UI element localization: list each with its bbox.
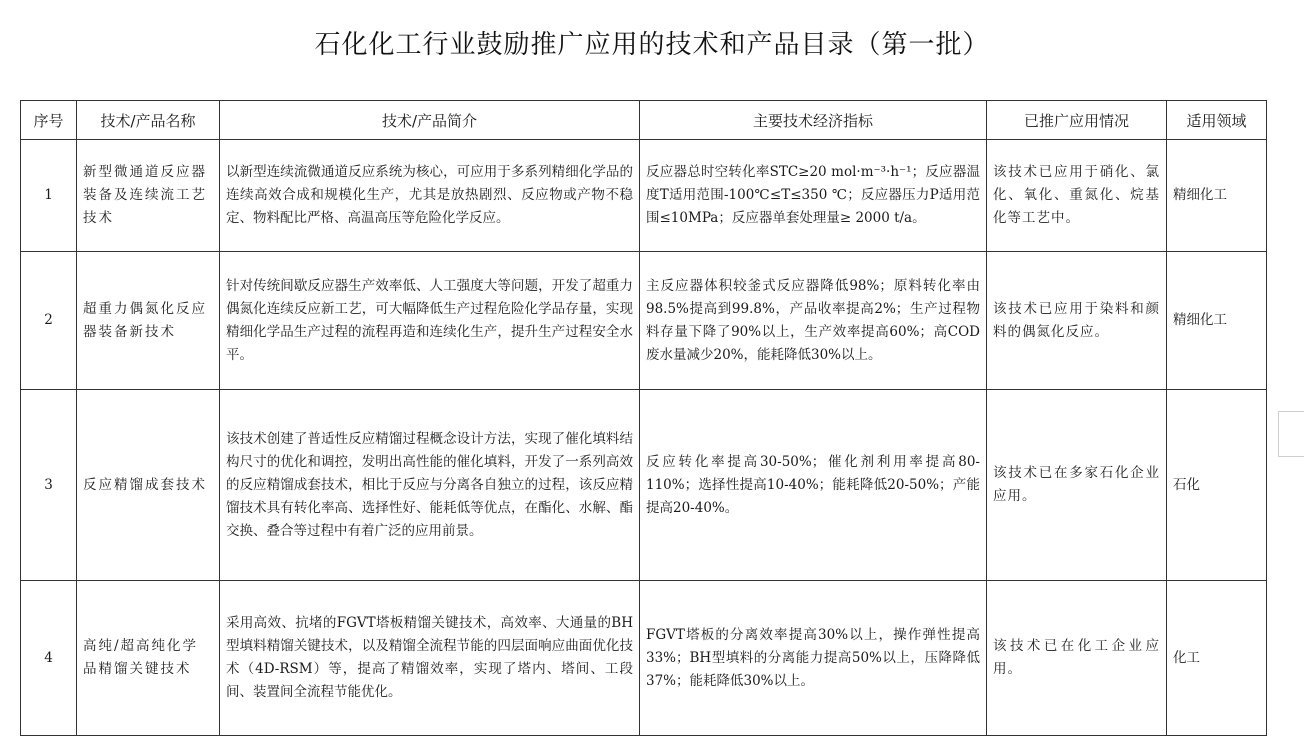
tech-intro: 采用高效、抗堵的FGVT塔板精馏关键技术，高效率、大通量的BH型填料精馏关键技术，以及精馏全流程节能的四层面响应曲面优化技术（4D-RSM）等，提高了精馏效率，实现了塔内、塔间、工段间、装置间全流程节能优化。 — [220, 581, 640, 736]
application-field: 化工 — [1167, 581, 1267, 736]
tech-name: 高纯/超高纯化学品精馏关键技术 — [77, 581, 220, 736]
table-header-row — [21, 101, 1267, 140]
table-row — [21, 252, 1267, 390]
application-status: 该技术已在化工企业应用。 — [987, 581, 1167, 736]
header-status: 已推广应用情况 — [987, 101, 1167, 140]
row-number: 4 — [21, 581, 77, 736]
application-field: 石化 — [1167, 390, 1267, 581]
tech-metrics: 反应转化率提高30-50%；催化剂利用率提高80-110%；选择性提高10-40%；能耗降低20-50%；产能提高20-40%。 — [640, 390, 987, 581]
application-status: 该技术已应用于染料和颜料的偶氮化反应。 — [987, 252, 1167, 390]
application-field: 精细化工 — [1167, 252, 1267, 390]
table-row — [21, 581, 1267, 736]
table-row — [21, 390, 1267, 581]
header-intro: 技术/产品简介 — [220, 101, 640, 140]
tech-metrics: 反应器总时空转化率STC≥20 mol·m⁻³·h⁻¹；反应器温度T适用范围-100℃≤T≤350 ℃；反应器压力P适用范围≤10MPa；反应器单套处理量≥ 2000 t/a。 — [640, 140, 987, 252]
tech-intro: 针对传统间歇反应器生产效率低、人工强度大等问题，开发了超重力偶氮化连续反应新工艺，可大幅降低生产过程危险化学品存量，实现精细化学品生产过程的流程再造和连续化生产，提升生产过程安全水平。 — [220, 252, 640, 390]
tech-name: 超重力偶氮化反应器装备新技术 — [77, 252, 220, 390]
row-number: 2 — [21, 252, 77, 390]
tech-metrics: FGVT塔板的分离效率提高30%以上，操作弹性提高33%；BH型填料的分离能力提高50%以上，压降降低37%；能耗降低30%以上。 — [640, 581, 987, 736]
tech-name: 反应精馏成套技术 — [77, 390, 220, 581]
tech-intro: 以新型连续流微通道反应系统为核心，可应用于多系列精细化学品的连续高效合成和规模化生产，尤其是放热剧烈、反应物或产物不稳定、物料配比严格、高温高压等危险化学反应。 — [220, 140, 640, 252]
tech-metrics: 主反应器体积较釜式反应器降低98%；原料转化率由98.5%提高到99.8%，产品收率提高2%；生产过程物料存量下降了90%以上，生产效率提高60%；高COD废水量减少20%，能耗降低30%以上。 — [640, 252, 987, 390]
application-status: 该技术已在多家石化企业应用。 — [987, 390, 1167, 581]
catalog-table — [20, 100, 1267, 736]
tech-intro: 该技术创建了普适性反应精馏过程概念设计方法，实现了催化填料结构尺寸的优化和调控，发明出高性能的催化填料，开发了一系列高效的反应精馏成套技术，相比于反应与分离各自独立的过程，该反应精馏技术具有转化率高、选择性好、能耗低等优点，在酯化、水解、酯交换、叠合等过程中有着广泛的应用前景。 — [220, 390, 640, 581]
header-metrics: 主要技术经济指标 — [640, 101, 987, 140]
application-field: 精细化工 — [1167, 140, 1267, 252]
row-number: 3 — [21, 390, 77, 581]
side-panel-tab[interactable] — [1278, 411, 1304, 457]
header-no: 序号 — [21, 101, 77, 140]
header-field: 适用领域 — [1167, 101, 1267, 140]
header-name: 技术/产品名称 — [77, 101, 220, 140]
row-number: 1 — [21, 140, 77, 252]
tech-name: 新型微通道反应器装备及连续流工艺技术 — [77, 140, 220, 252]
application-status: 该技术已应用于硝化、氯化、氧化、重氮化、烷基化等工艺中。 — [987, 140, 1167, 252]
table-row — [21, 140, 1267, 252]
page-title: 石化化工行业鼓励推广应用的技术和产品目录（第一批） — [314, 30, 990, 60]
